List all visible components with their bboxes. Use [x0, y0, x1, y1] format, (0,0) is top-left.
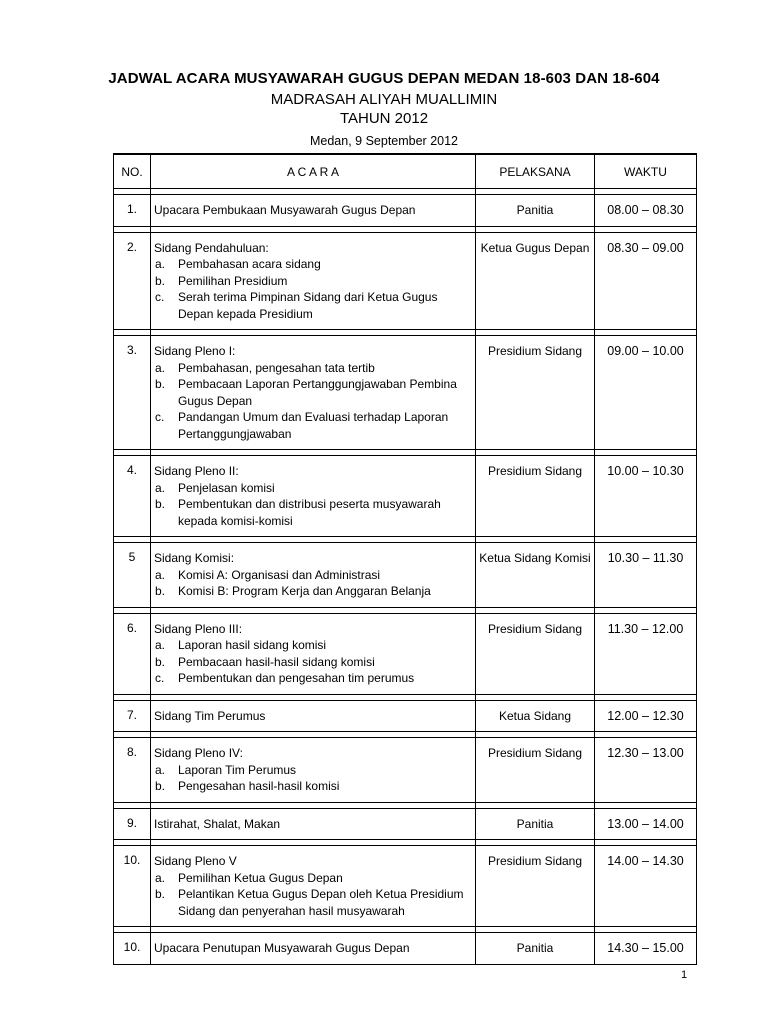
schedule-body	[114, 189, 697, 965]
acara-sub-item	[154, 256, 469, 273]
sub-item-text: Pemilihan Ketua Gugus Depan	[178, 870, 343, 885]
table-row	[114, 700, 697, 732]
table-row	[114, 456, 697, 537]
sub-item-marker: c.	[155, 290, 165, 304]
acara-sub-item	[154, 376, 469, 409]
sub-item-text: Pelantikan Ketua Gugus Depan oleh Ketua Presidium Sidang dan penyerahan hasil musyawarah	[178, 887, 464, 918]
row-number: 10.	[114, 933, 151, 965]
table-row	[114, 336, 697, 450]
acara-sub-list	[154, 256, 469, 322]
table-row	[114, 808, 697, 840]
row-waktu: 14.30 – 15.00	[595, 933, 697, 965]
acara-sub-item	[154, 409, 469, 442]
acara-sub-item	[154, 762, 469, 779]
acara-title: Sidang Pleno I:	[154, 344, 236, 358]
sub-item-text: Pemilihan Presidium	[178, 273, 288, 288]
acara-title: Sidang Pleno III:	[154, 621, 243, 636]
sub-item-marker: a.	[155, 480, 166, 495]
sub-item-text: Laporan hasil sidang komisi	[178, 638, 327, 652]
row-waktu: 12.30 – 13.00	[595, 738, 697, 803]
table-row	[114, 543, 697, 608]
sub-item-text: Serah terima Pimpinan Sidang dari Ketua Gugus Depan kepada Presidium	[178, 290, 438, 321]
acara-title: Upacara Pembukaan Musyawarah Gugus Depan	[154, 203, 416, 217]
sub-item-text: Pembahasan, pengesahan tata tertib	[178, 360, 375, 375]
row-pelaksana: Ketua Sidang Komisi	[476, 543, 595, 608]
sub-item-marker: a.	[155, 257, 166, 271]
row-acara	[151, 738, 476, 803]
sub-item-text: Komisi B: Program Kerja dan Anggaran Belanja	[178, 584, 431, 598]
row-acara	[151, 456, 476, 537]
row-acara	[151, 543, 476, 608]
table-row	[114, 232, 697, 330]
row-waktu: 08.00 – 08.30	[595, 195, 697, 227]
row-acara	[151, 808, 476, 840]
schedule-table	[113, 153, 697, 965]
document-title: JADWAL ACARA MUSYAWARAH GUGUS DEPAN MEDAN 18-603 DAN 18-604	[108, 70, 660, 87]
row-acara	[151, 700, 476, 732]
acara-title: Sidang Komisi:	[154, 551, 235, 565]
sub-item-text: Pembentukan dan distribusi peserta musyawarah kepada komisi-komisi	[178, 497, 441, 528]
sub-item-marker: a.	[155, 567, 166, 582]
table-row	[114, 933, 697, 965]
acara-title: Sidang Pleno II:	[154, 464, 239, 478]
sub-item-text: Pembahasan acara sidang	[178, 257, 321, 271]
row-waktu: 10.30 – 11.30	[595, 543, 697, 608]
row-pelaksana: Panitia	[476, 808, 595, 840]
row-number: 1.	[114, 195, 151, 227]
sub-item-marker: b.	[155, 497, 166, 511]
acara-title: Sidang Pendahuluan:	[154, 240, 269, 255]
sub-item-marker: c.	[155, 671, 165, 685]
table-row	[114, 195, 697, 227]
row-number: 6.	[114, 613, 151, 694]
sub-item-text: Pembacaan hasil-hasil sidang komisi	[178, 654, 375, 669]
acara-sub-item	[154, 496, 469, 529]
row-acara	[151, 846, 476, 927]
acara-title: Upacara Penutupan Musyawarah Gugus Depan	[154, 941, 410, 955]
acara-sub-item	[154, 778, 469, 795]
row-pelaksana: Ketua Gugus Depan	[476, 232, 595, 330]
page-number: 1	[681, 969, 688, 981]
date-line: Medan, 9 September 2012	[309, 134, 459, 148]
sub-item-marker: a.	[155, 638, 166, 652]
row-acara	[151, 195, 476, 227]
row-acara	[151, 336, 476, 450]
row-pelaksana: Panitia	[476, 933, 595, 965]
sub-item-text: Pembacaan Laporan Pertanggungjawaban Pembina Gugus Depan	[178, 377, 457, 408]
table-header-row	[114, 154, 697, 189]
column-header-pelaksana: PELAKSANA	[476, 154, 595, 189]
row-pelaksana: Ketua Sidang	[476, 700, 595, 732]
acara-sub-item	[154, 480, 469, 497]
acara-sub-item	[154, 360, 469, 377]
row-waktu: 10.00 – 10.30	[595, 456, 697, 537]
row-number: 2.	[114, 232, 151, 330]
row-number: 4.	[114, 456, 151, 537]
acara-sub-item	[154, 886, 469, 919]
sub-item-marker: b.	[155, 377, 166, 391]
row-pelaksana: Presidium Sidang	[476, 456, 595, 537]
acara-sub-item	[154, 273, 469, 290]
column-header-waktu: WAKTU	[595, 154, 697, 189]
acara-sub-item	[154, 567, 469, 584]
acara-sub-item	[154, 637, 469, 654]
row-pelaksana: Presidium Sidang	[476, 613, 595, 694]
row-number: 8.	[114, 738, 151, 803]
sub-item-marker: b.	[155, 654, 166, 669]
sub-item-marker: b.	[155, 887, 166, 901]
sub-item-text: Penjelasan komisi	[178, 480, 275, 495]
row-acara	[151, 933, 476, 965]
row-number: 10.	[114, 846, 151, 927]
sub-item-marker: a.	[155, 360, 166, 375]
acara-title: Sidang Tim Perumus	[154, 708, 266, 723]
school-name: MADRASAH ALIYAH MUALLIMIN	[270, 91, 498, 108]
row-acara	[151, 613, 476, 694]
sub-item-marker: a.	[155, 870, 166, 885]
row-pelaksana: Panitia	[476, 195, 595, 227]
acara-sub-item	[154, 870, 469, 887]
acara-sub-item	[154, 670, 469, 687]
row-number: 3.	[114, 336, 151, 450]
acara-sub-item	[154, 654, 469, 671]
sub-item-marker: b.	[155, 779, 166, 793]
sub-item-marker: b.	[155, 584, 166, 598]
sub-item-text: Pandangan Umum dan Evaluasi terhadap Laporan Pertanggungjawaban	[178, 410, 449, 441]
sub-item-text: Laporan Tim Perumus	[178, 762, 297, 777]
acara-title: Sidang Pleno V	[154, 854, 237, 868]
acara-sub-list	[154, 360, 469, 443]
row-pelaksana: Presidium Sidang	[476, 738, 595, 803]
column-header-no: NO.	[114, 154, 151, 189]
acara-sub-list	[154, 870, 469, 920]
row-number: 7.	[114, 700, 151, 732]
row-pelaksana: Presidium Sidang	[476, 336, 595, 450]
column-header-acara: A C A R A	[151, 154, 476, 189]
sub-item-marker: a.	[155, 762, 166, 777]
acara-title: Istirahat, Shalat, Makan	[154, 816, 281, 831]
acara-title: Sidang Pleno IV:	[154, 746, 243, 760]
sub-item-marker: c.	[155, 410, 165, 424]
row-waktu: 12.00 – 12.30	[595, 700, 697, 732]
row-number: 5	[114, 543, 151, 608]
table-row	[114, 738, 697, 803]
sub-item-marker: b.	[155, 273, 166, 288]
row-waktu: 08.30 – 09.00	[595, 232, 697, 330]
row-waktu: 14.00 – 14.30	[595, 846, 697, 927]
year-line: TAHUN 2012	[339, 110, 429, 127]
acara-sub-item	[154, 289, 469, 322]
sub-item-text: Pembentukan dan pengesahan tim perumus	[178, 671, 415, 685]
row-acara	[151, 232, 476, 330]
acara-sub-list	[154, 762, 469, 795]
row-waktu: 11.30 – 12.00	[595, 613, 697, 694]
document-header	[0, 68, 768, 152]
row-waktu: 13.00 – 14.00	[595, 808, 697, 840]
acara-sub-item	[154, 583, 469, 600]
sub-item-text: Pengesahan hasil-hasil komisi	[178, 779, 340, 793]
table-row	[114, 613, 697, 694]
acara-sub-list	[154, 567, 469, 600]
row-pelaksana: Presidium Sidang	[476, 846, 595, 927]
acara-sub-list	[154, 637, 469, 687]
row-number: 9.	[114, 808, 151, 840]
row-waktu: 09.00 – 10.00	[595, 336, 697, 450]
acara-sub-list	[154, 480, 469, 530]
sub-item-text: Komisi A: Organisasi dan Administrasi	[178, 567, 381, 582]
table-row	[114, 846, 697, 927]
